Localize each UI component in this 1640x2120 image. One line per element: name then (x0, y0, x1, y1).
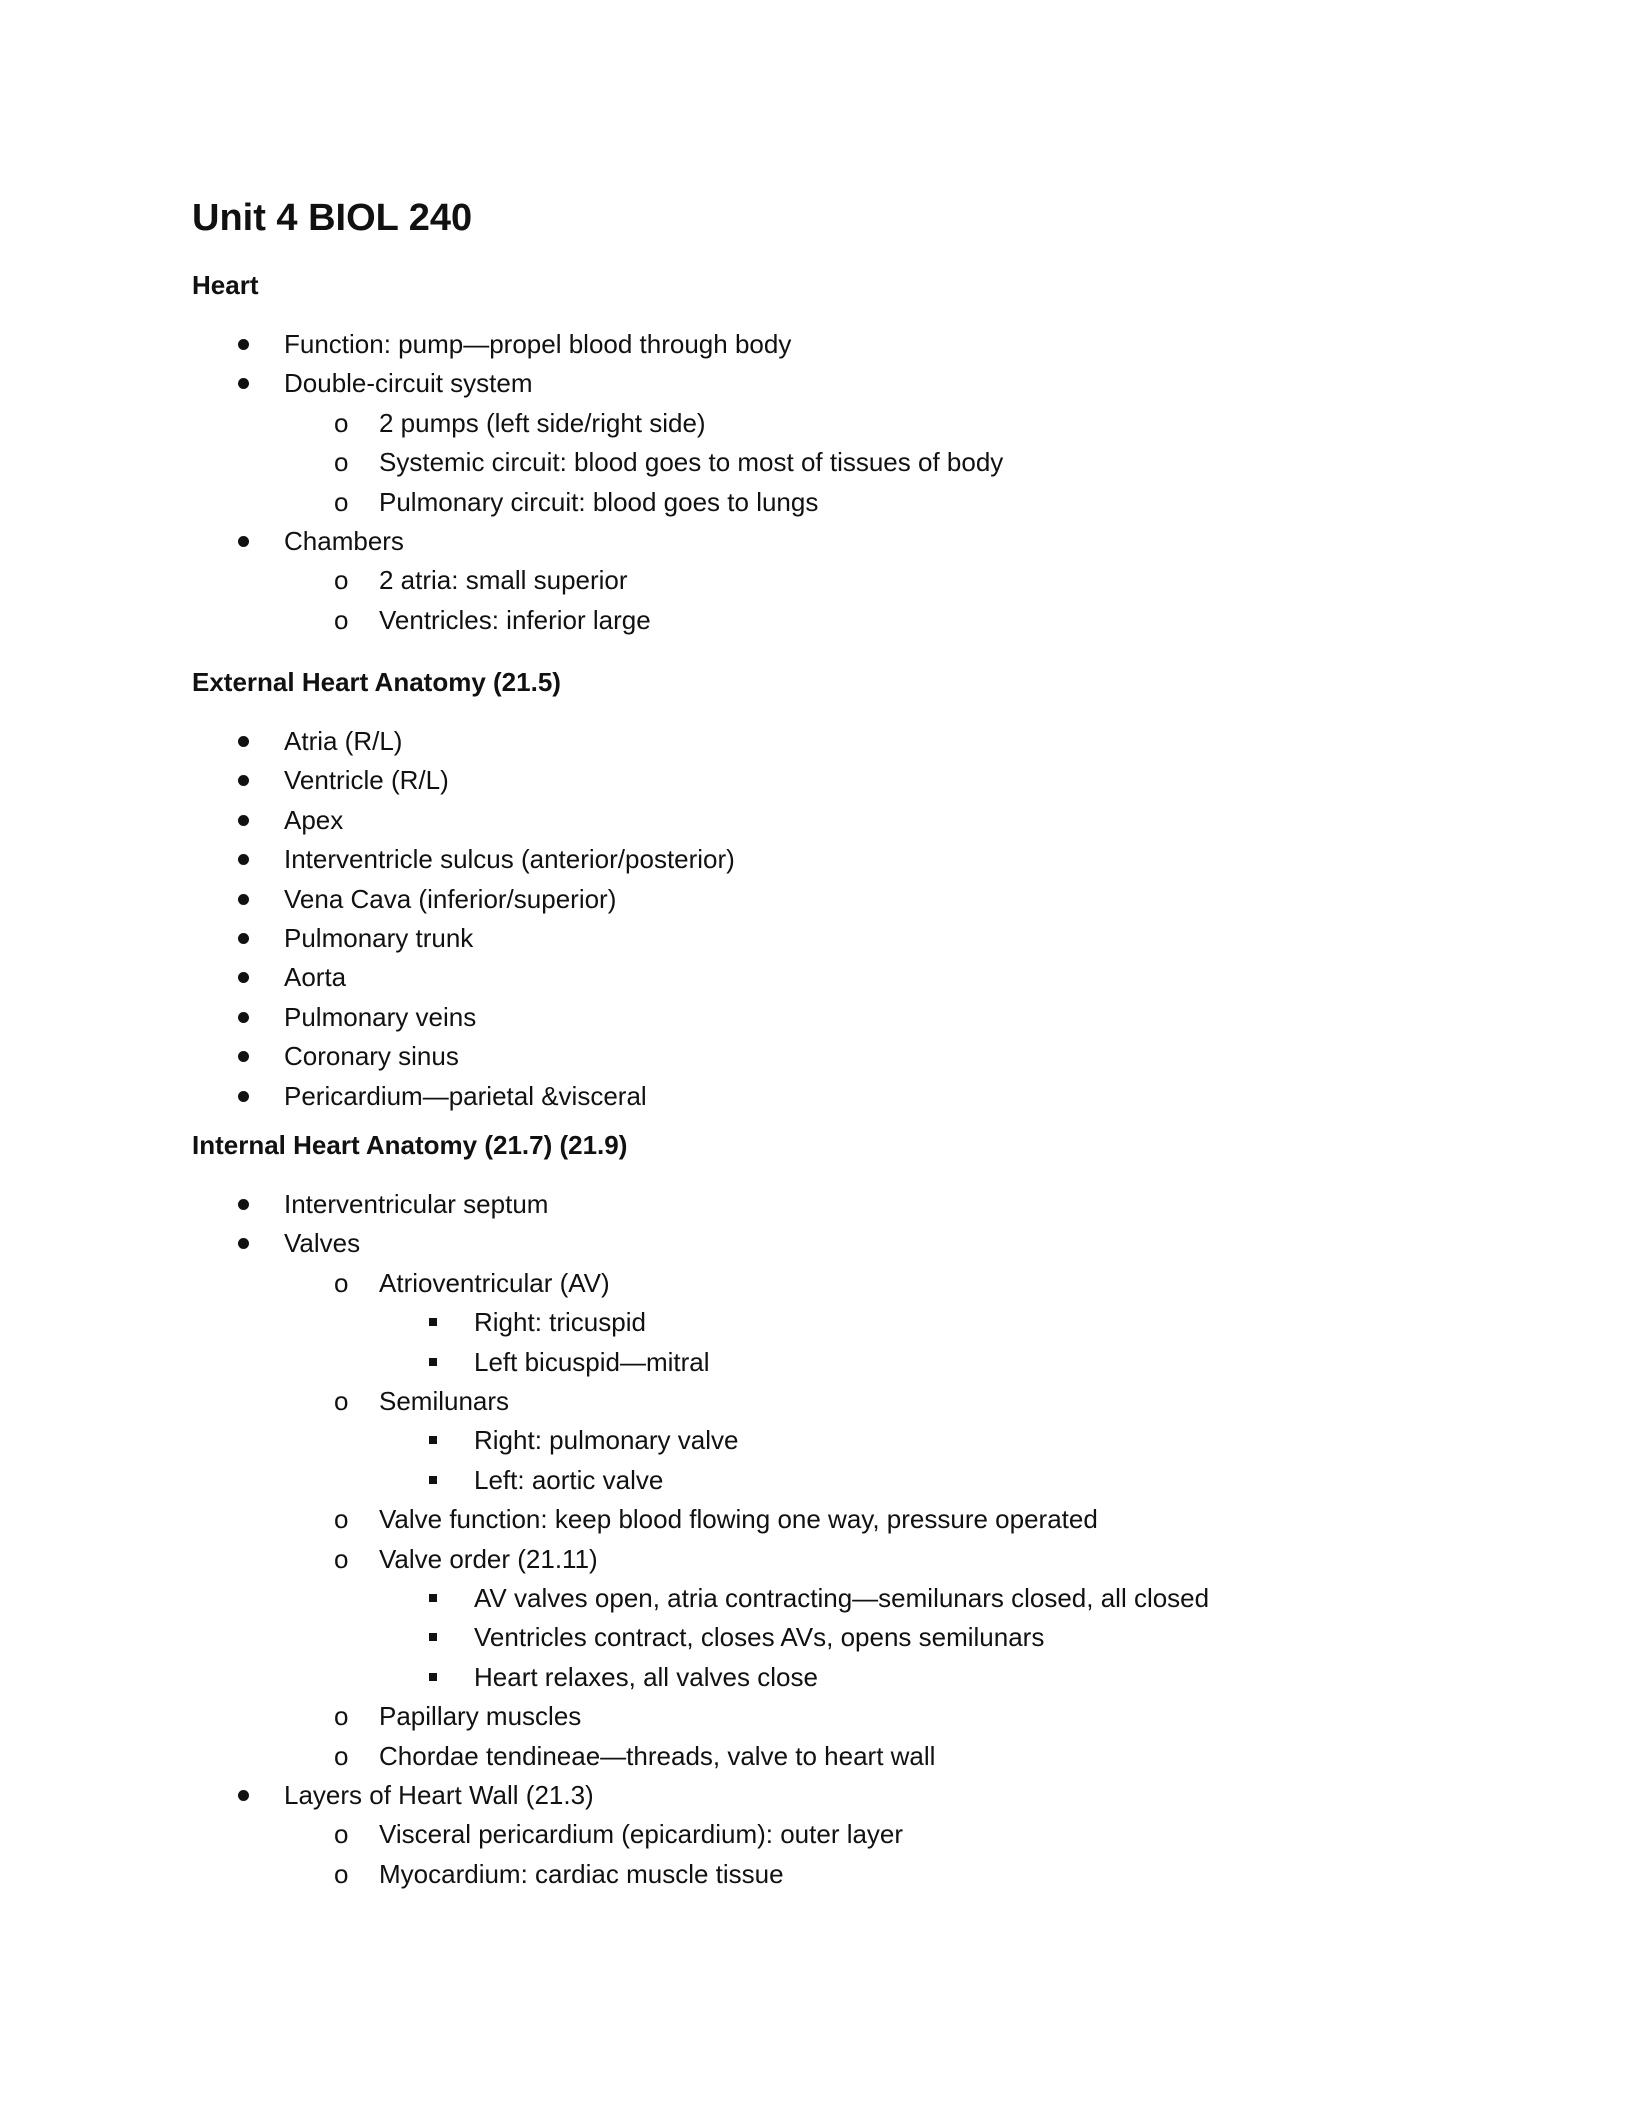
list-item: AV valves open, atria contracting—semilunars closed, all closed (474, 1583, 1210, 1613)
list-item: Myocardium: cardiac muscle tissue (379, 1858, 784, 1889)
list-item: Right: pulmonary valve (474, 1425, 739, 1456)
list-item: Left bicuspid—mitral (474, 1346, 710, 1377)
list-item: Coronary sinus (284, 1041, 459, 1072)
circle-bullet-icon: o (334, 407, 349, 438)
list-item: 2 atria: small superior (379, 565, 628, 596)
list-item: Interventricular septum (284, 1189, 549, 1219)
list-item: Atrioventricular (AV) (379, 1267, 610, 1298)
bullet-icon (238, 1051, 249, 1062)
list-item: Right: tricuspid (474, 1307, 646, 1338)
bullet-icon (238, 339, 249, 350)
list-item: Pulmonary veins (284, 1001, 477, 1032)
circle-bullet-icon: o (334, 565, 349, 596)
square-bullet-icon (429, 1436, 437, 1444)
list-item: Heart relaxes, all valves close (474, 1661, 818, 1692)
circle-bullet-icon: o (334, 1386, 349, 1416)
square-bullet-icon (429, 1633, 437, 1641)
list-item: Pulmonary trunk (284, 923, 474, 953)
bullet-icon (238, 1199, 249, 1210)
circle-bullet-icon: o (334, 1819, 349, 1850)
bullet-icon (238, 775, 249, 786)
list-item: Chordae tendineae—threads, valve to heart wall (379, 1740, 936, 1771)
section-heading: Heart (192, 270, 259, 300)
square-bullet-icon (429, 1673, 437, 1681)
list-item: Left: aortic valve (474, 1464, 664, 1495)
section-heading: External Heart Anatomy (21.5) (192, 667, 561, 697)
list-item: Layers of Heart Wall (21.3) (284, 1780, 594, 1810)
document-title: Unit 4 BIOL 240 (192, 197, 473, 239)
bullet-icon (238, 1238, 249, 1249)
circle-bullet-icon: o (334, 1543, 349, 1574)
section-heading: Internal Heart Anatomy (21.7) (21.9) (192, 1130, 628, 1160)
list-item: Visceral pericardium (epicardium): outer layer (379, 1819, 904, 1850)
list-item: Double-circuit system (284, 368, 533, 399)
list-item: Pericardium—parietal &visceral (284, 1080, 647, 1111)
bullet-icon (238, 894, 249, 905)
list-item: Valve function: keep blood flowing one way, pressure operated (379, 1504, 1098, 1535)
list-item: Aorta (284, 962, 347, 993)
list-item: Systemic circuit: blood goes to most of tissues of body (379, 447, 1004, 478)
circle-bullet-icon: o (334, 1504, 349, 1535)
circle-bullet-icon: o (334, 486, 349, 517)
square-bullet-icon (429, 1594, 437, 1602)
bullet-icon (238, 1012, 249, 1023)
list-item: Papillary muscles (379, 1701, 582, 1732)
circle-bullet-icon: o (334, 1267, 349, 1298)
circle-bullet-icon: o (334, 447, 349, 478)
square-bullet-icon (429, 1358, 437, 1366)
circle-bullet-icon: o (334, 1858, 349, 1889)
list-item: Ventricles contract, closes AVs, opens semilunars (474, 1622, 1045, 1653)
list-item: Semilunars (379, 1386, 510, 1416)
list-item: Atria (R/L) (284, 726, 403, 756)
bullet-icon (238, 815, 249, 826)
bullet-icon (238, 736, 249, 747)
list-item: Apex (284, 804, 344, 835)
bullet-icon (238, 378, 249, 389)
circle-bullet-icon: o (334, 1740, 349, 1771)
list-item: Pulmonary circuit: blood goes to lungs (379, 486, 819, 517)
bullet-icon (238, 1790, 249, 1801)
bullet-icon (238, 1091, 249, 1102)
list-item: Ventricle (R/L) (284, 765, 449, 796)
bullet-icon (238, 972, 249, 983)
bullet-icon (238, 536, 249, 547)
bullet-icon (238, 933, 249, 944)
list-item: Function: pump—propel blood through body (284, 329, 792, 359)
list-item: Ventricles: inferior large (379, 604, 651, 635)
list-item: Vena Cava (inferior/superior) (284, 883, 617, 914)
list-item: Chambers (284, 526, 404, 556)
list-item: 2 pumps (left side/right side) (379, 407, 706, 438)
square-bullet-icon (429, 1476, 437, 1484)
list-item: Valve order (21.11) (379, 1543, 598, 1574)
circle-bullet-icon: o (334, 604, 349, 635)
list-item: Interventricle sulcus (anterior/posterior) (284, 844, 735, 875)
square-bullet-icon (429, 1318, 437, 1326)
bullet-icon (238, 854, 249, 865)
list-item: Valves (284, 1228, 361, 1259)
circle-bullet-icon: o (334, 1701, 349, 1732)
